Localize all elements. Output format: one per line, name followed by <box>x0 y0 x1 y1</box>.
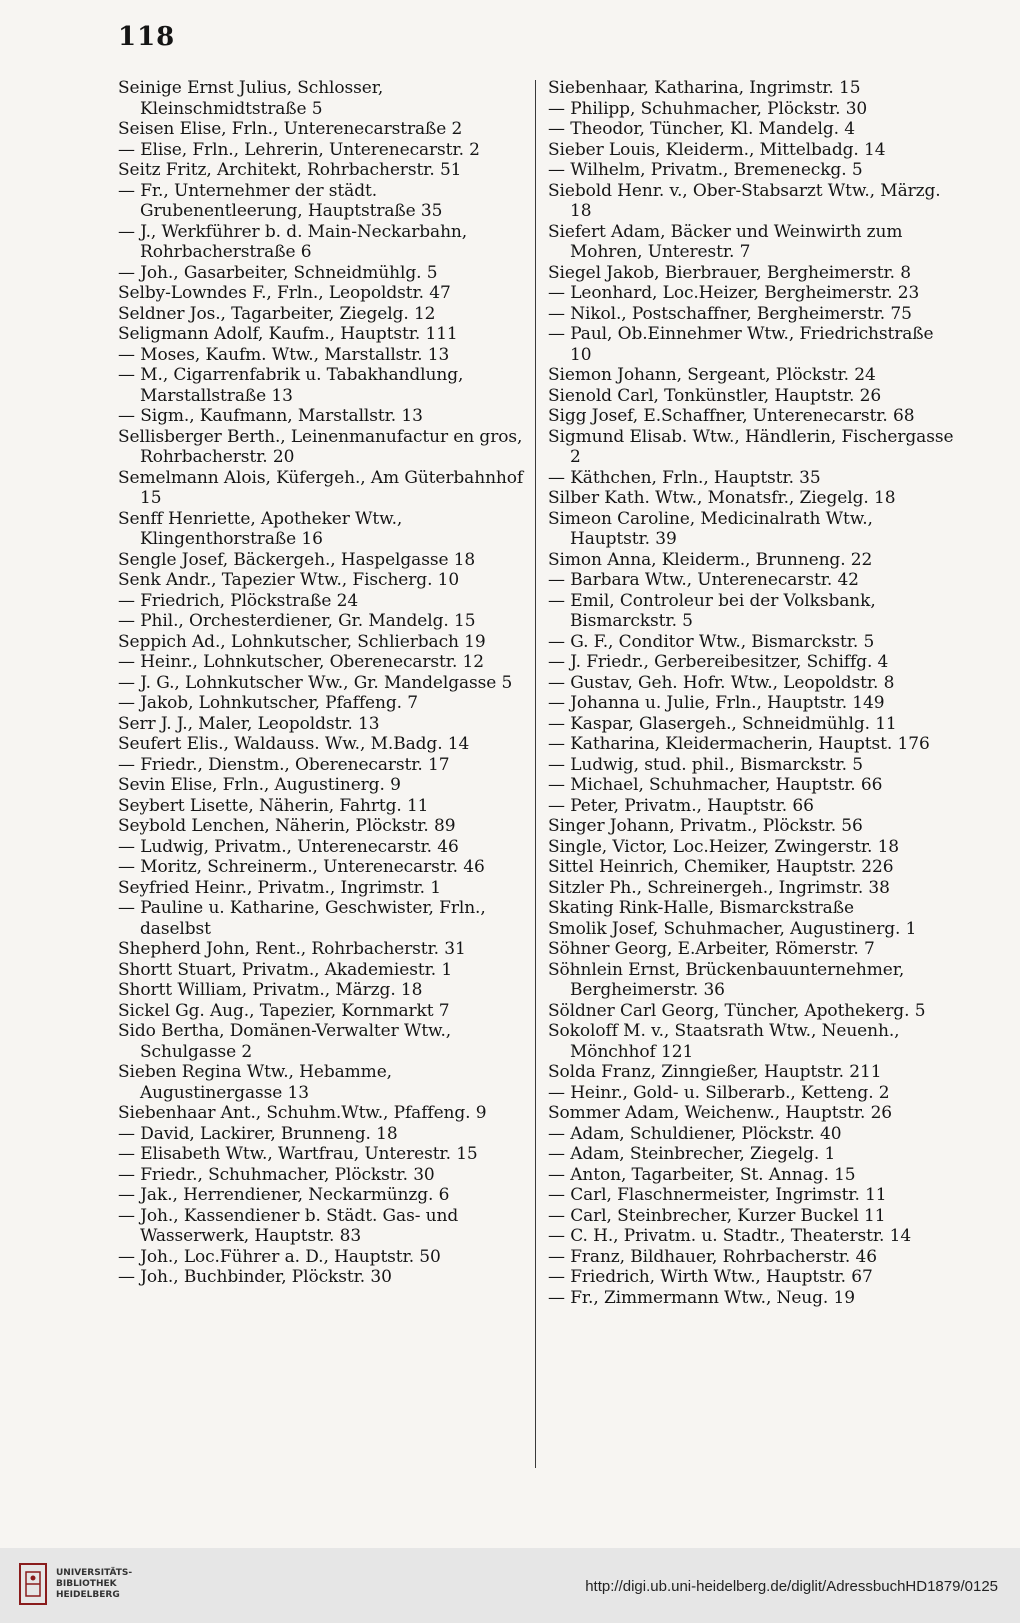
directory-entry: — Joh., Kassendiener b. Städt. Gas- und Wasserwerk, Hauptstr. 83 <box>118 1205 459 1246</box>
directory-entry: — Moritz, Schreinerm., Unterenecarstr. 46 <box>118 857 485 877</box>
directory-entry: — Joh., Buchbinder, Plöckstr. 30 <box>118 1267 392 1287</box>
directory-entry: — Ludwig, stud. phil., Bismarckstr. 5 <box>548 754 863 775</box>
directory-entry: Serr J. J., Maler, Leopoldstr. 13 <box>118 713 380 734</box>
directory-entry: — Franz, Bildhauer, Rohrbacherstr. 46 <box>548 1246 877 1267</box>
directory-entry: — Fr., Unternehmer der städt. Grubenentleerung, Hauptstraße 35 <box>118 180 443 221</box>
directory-entry: Seldner Jos., Tagarbeiter, Ziegelg. 12 <box>118 303 436 324</box>
directory-entry: Semelmann Alois, Küfergeh., Am Güterbahnhof 15 <box>118 467 524 508</box>
directory-entry: Seyfried Heinr., Privatm., Ingrimstr. 1 <box>118 877 441 898</box>
directory-entry: Söhnlein Ernst, Brückenbauunternehmer, Bergheimerstr. 36 <box>548 959 905 1000</box>
directory-entry: — J., Werkführer b. d. Main-Neckarbahn, Rohrbacherstraße 6 <box>118 221 468 262</box>
directory-entry: — M., Cigarrenfabrik u. Tabakhandlung, Marstallstraße 13 <box>118 365 464 406</box>
directory-entry: Sido Bertha, Domänen-Verwalter Wtw., Schulgasse 2 <box>118 1021 452 1062</box>
logo-line: HEIDELBERG <box>56 1589 120 1600</box>
directory-entry: Söhner Georg, E.Arbeiter, Römerstr. 7 <box>548 939 875 959</box>
directory-entry: Sengle Josef, Bäckergeh., Haspelgasse 18 <box>118 549 476 570</box>
directory-columns <box>118 78 970 1468</box>
directory-entry: — David, Lackirer, Brunneng. 18 <box>118 1123 398 1144</box>
directory-entry: Sommer Adam, Weichenw., Hauptstr. 26 <box>548 1103 893 1123</box>
directory-entry: Sellisberger Berth., Leinenmanufactur en gros, Rohrbacherstr. 20 <box>118 426 523 467</box>
directory-entry: Smolik Josef, Schuhmacher, Augustinerg. 1 <box>548 918 917 939</box>
directory-entry: — Käthchen, Frln., Hauptstr. 35 <box>548 467 821 488</box>
directory-entry: — Nikol., Postschaffner, Bergheimerstr. 75 <box>548 303 912 324</box>
directory-entry: — Paul, Ob.Einnehmer Wtw., Friedrichstraße 10 <box>548 324 934 365</box>
directory-entry: Seppich Ad., Lohnkutscher, Schlierbach 19 <box>118 631 486 652</box>
directory-entry: — G. F., Conditor Wtw., Bismarckstr. 5 <box>548 631 875 652</box>
directory-entry: Selby-Lowndes F., Frln., Leopoldstr. 47 <box>118 283 451 303</box>
directory-entry: — Pauline u. Katharine, Geschwister, Frln., daselbst <box>118 898 486 939</box>
directory-entry: — Kaspar, Glasergeh., Schneidmühlg. 11 <box>548 713 897 734</box>
directory-entry: — Leonhard, Loc.Heizer, Bergheimerstr. 23 <box>548 283 920 303</box>
directory-entry: — Peter, Privatm., Hauptstr. 66 <box>548 795 814 816</box>
directory-entry: — C. H., Privatm. u. Stadtr., Theaterstr. 14 <box>548 1226 912 1246</box>
directory-entry: Single, Victor, Loc.Heizer, Zwingerstr. 18 <box>548 836 900 857</box>
directory-entry: — Anton, Tagarbeiter, St. Annag. 15 <box>548 1164 856 1185</box>
directory-entry: — Phil., Orchesterdiener, Gr. Mandelg. 15 <box>118 611 476 631</box>
directory-entry: Senff Henriette, Apotheker Wtw., Klingenthorstraße 16 <box>118 508 403 549</box>
directory-entry: — Jakob, Lohnkutscher, Pfaffeng. 7 <box>118 693 418 713</box>
directory-entry: — Jak., Herrendiener, Neckarmünzg. 6 <box>118 1185 450 1205</box>
directory-entry: Sigg Josef, E.Schaffner, Unterenecarstr. 68 <box>548 406 915 426</box>
directory-entry: — Heinr., Lohnkutscher, Oberenecarstr. 12 <box>118 652 484 672</box>
directory-entry: Sienold Carl, Tonkünstler, Hauptstr. 26 <box>548 385 882 406</box>
directory-entry: Sittel Heinrich, Chemiker, Hauptstr. 226 <box>548 857 894 877</box>
directory-entry: — J. G., Lohnkutscher Ww., Gr. Mandelgasse 5 <box>118 672 513 693</box>
library-logo <box>18 1562 132 1606</box>
directory-entry: — J. Friedr., Gerbereibesitzer, Schiffg. 4 <box>548 652 889 672</box>
directory-entry: Shortt Stuart, Privatm., Akademiestr. 1 <box>118 959 453 980</box>
directory-entry: Sitzler Ph., Schreinergeh., Ingrimstr. 38 <box>548 877 890 898</box>
logo-line: UNIVERSITÄTS- <box>56 1567 133 1578</box>
directory-entry: — Gustav, Geh. Hofr. Wtw., Leopoldstr. 8 <box>548 672 895 693</box>
directory-entry: Sevin Elise, Frln., Augustinerg. 9 <box>118 775 401 795</box>
left-column <box>118 78 528 1288</box>
directory-entry: Sigmund Elisab. Wtw., Händlerin, Fischergasse 2 <box>548 426 954 467</box>
directory-entry: Siebenhaar Ant., Schuhm.Wtw., Pfaffeng. 9 <box>118 1103 487 1123</box>
directory-entry: — Barbara Wtw., Unterenecarstr. 42 <box>548 570 859 590</box>
directory-entry: — Theodor, Tüncher, Kl. Mandelg. 4 <box>548 119 855 139</box>
directory-entry: Simeon Caroline, Medicinalrath Wtw., Hauptstr. 39 <box>548 508 873 549</box>
directory-entry: Silber Kath. Wtw., Monatsfr., Ziegelg. 18 <box>548 488 896 508</box>
directory-entry: Sokoloff M. v., Staatsrath Wtw., Neuenh., Mönchhof 121 <box>548 1021 900 1062</box>
directory-entry: — Wilhelm, Privatm., Bremeneckg. 5 <box>548 160 863 180</box>
directory-entry: Seitz Fritz, Architekt, Rohrbacherstr. 51 <box>118 160 462 180</box>
page-number: 118 <box>118 22 176 52</box>
directory-entry: Seinige Ernst Julius, Schlosser, Kleinschmidtstraße 5 <box>118 78 384 119</box>
directory-entry: Senk Andr., Tapezier Wtw., Fischerg. 10 <box>118 570 460 590</box>
directory-entry: Siemon Johann, Sergeant, Plöckstr. 24 <box>548 365 876 385</box>
directory-entry: — Ludwig, Privatm., Unterenecarstr. 46 <box>118 836 459 857</box>
directory-entry: Sickel Gg. Aug., Tapezier, Kornmarkt 7 <box>118 1000 450 1021</box>
directory-entry: Sieben Regina Wtw., Hebamme, Augustinergasse 13 <box>118 1062 392 1103</box>
directory-entry: Simon Anna, Kleiderm., Brunneng. 22 <box>548 549 873 570</box>
directory-entry: — Carl, Steinbrecher, Kurzer Buckel 11 <box>548 1205 886 1226</box>
permalink-url[interactable]: http://digi.ub.uni-heidelberg.de/diglit/AdressbuchHD1879/0125 <box>585 1578 998 1595</box>
directory-entry: Skating Rink-Halle, Bismarckstraße <box>548 898 854 918</box>
directory-entry: — Carl, Flaschnermeister, Ingrimstr. 11 <box>548 1185 887 1205</box>
directory-entry: — Sigm., Kaufmann, Marstallstr. 13 <box>118 406 423 426</box>
directory-entry: — Joh., Gasarbeiter, Schneidmühlg. 5 <box>118 262 438 283</box>
library-name <box>56 1568 132 1601</box>
directory-entry: — Elise, Frln., Lehrerin, Unterenecarstr. 2 <box>118 139 480 160</box>
directory-entry: — Adam, Schuldiener, Plöckstr. 40 <box>548 1123 842 1144</box>
directory-entry: Seisen Elise, Frln., Unterenecarstraße 2 <box>118 119 463 139</box>
directory-entry: — Friedr., Schuhmacher, Plöckstr. 30 <box>118 1164 435 1185</box>
viewer-footer <box>0 1548 1020 1623</box>
directory-entry: Shortt William, Privatm., Märzg. 18 <box>118 980 423 1000</box>
directory-entry: — Adam, Steinbrecher, Ziegelg. 1 <box>548 1144 836 1164</box>
directory-entry: — Fr., Zimmermann Wtw., Neug. 19 <box>548 1287 855 1308</box>
column-divider <box>535 80 536 1468</box>
directory-entry: Siegel Jakob, Bierbrauer, Bergheimerstr. 8 <box>548 262 911 283</box>
logo-line: BIBLIOTHEK <box>56 1578 117 1589</box>
directory-entry: — Michael, Schuhmacher, Hauptstr. 66 <box>548 775 883 795</box>
directory-entry: — Katharina, Kleidermacherin, Hauptst. 176 <box>548 734 930 754</box>
directory-entry: — Heinr., Gold- u. Silberarb., Ketteng. 2 <box>548 1082 890 1103</box>
directory-entry: Seybold Lenchen, Näherin, Plöckstr. 89 <box>118 816 456 836</box>
directory-entry: — Friedrich, Wirth Wtw., Hauptstr. 67 <box>548 1267 873 1287</box>
directory-entry: — Philipp, Schuhmacher, Plöckstr. 30 <box>548 98 868 119</box>
directory-entry: — Friedrich, Plöckstraße 24 <box>118 590 359 611</box>
directory-entry: Singer Johann, Privatm., Plöckstr. 56 <box>548 816 863 836</box>
directory-entry: Seybert Lisette, Näherin, Fahrtg. 11 <box>118 795 429 816</box>
directory-entry: Shepherd John, Rent., Rohrbacherstr. 31 <box>118 939 466 959</box>
directory-entry: — Emil, Controleur bei der Volksbank, Bismarckstr. 5 <box>548 590 876 631</box>
directory-entry: — Moses, Kaufm. Wtw., Marstallstr. 13 <box>118 344 450 365</box>
directory-entry: Siefert Adam, Bäcker und Weinwirth zum Mohren, Unterestr. 7 <box>548 221 903 262</box>
directory-entry: — Elisabeth Wtw., Wartfrau, Unterestr. 15 <box>118 1144 478 1164</box>
directory-entry: Seligmann Adolf, Kaufm., Hauptstr. 111 <box>118 324 458 344</box>
directory-entry: Sieber Louis, Kleiderm., Mittelbadg. 14 <box>548 139 886 160</box>
directory-entry: Seufert Elis., Waldauss. Ww., M.Badg. 14 <box>118 734 470 754</box>
directory-entry: Siebold Henr. v., Ober-Stabsarzt Wtw., Märzg. 18 <box>548 180 941 221</box>
library-seal-icon <box>18 1562 48 1606</box>
directory-entry: — Joh., Loc.Führer a. D., Hauptstr. 50 <box>118 1246 441 1267</box>
directory-entry: — Johanna u. Julie, Frln., Hauptstr. 149 <box>548 693 885 713</box>
directory-entry: Siebenhaar, Katharina, Ingrimstr. 15 <box>548 78 861 98</box>
directory-entry: Söldner Carl Georg, Tüncher, Apothekerg. 5 <box>548 1000 926 1021</box>
directory-entry: Solda Franz, Zinngießer, Hauptstr. 211 <box>548 1062 882 1082</box>
right-column <box>548 78 958 1308</box>
directory-entry: — Friedr., Dienstm., Oberenecarstr. 17 <box>118 754 450 775</box>
